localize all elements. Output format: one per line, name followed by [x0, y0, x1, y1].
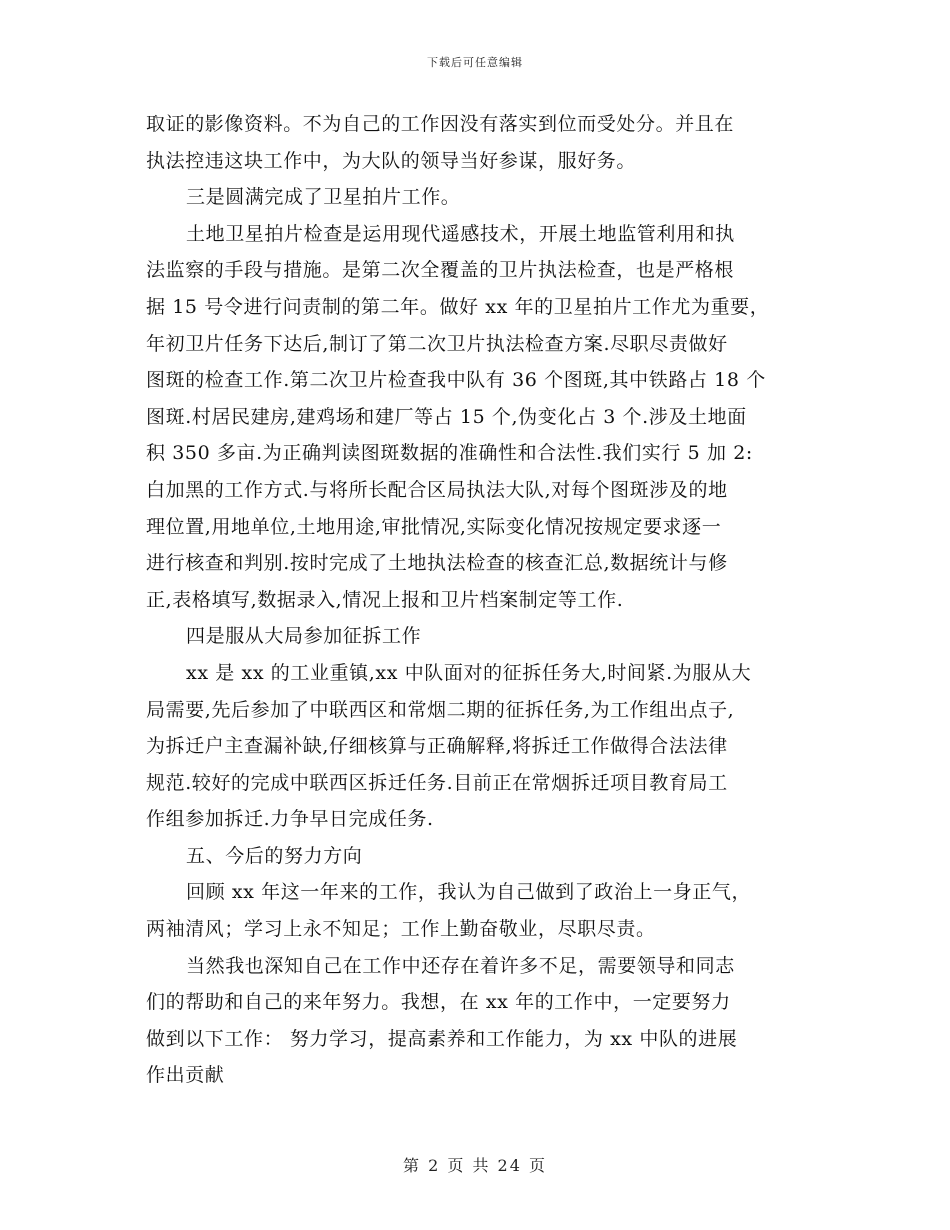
text-line: 积 350 多亩.为正确判读图斑数据的准确性和合法性.我们实行 5 加 2:: [146, 442, 753, 465]
text-line: 做到以下工作： 努力学习，提高素养和工作能力，为 xx 中队的进展: [146, 1027, 738, 1050]
text-line: 图斑.村居民建房,建鸡场和建厂等占 15 个,伪变化占 3 个.涉及土地面: [146, 405, 747, 428]
text-line: 执法控违这块工作中，为大队的领导当好参谋，服好务。: [146, 149, 637, 172]
text-line: 法监察的手段与措施。是第二次全覆盖的卫片执法检查，也是严格根: [146, 259, 735, 282]
text-line: xx 是 xx 的工业重镇,xx 中队面对的征拆任务大,时间紧.为服从大: [186, 661, 752, 684]
text-line: 正,表格填写,数据录入,情况上报和卫片档案制定等工作.: [146, 588, 624, 611]
text-line: 们的帮助和自己的来年努力。我想，在 xx 年的工作中，一定要努力: [146, 991, 731, 1014]
text-line: 取证的影像资料。不为自己的工作因没有落实到位而受处分。并且在: [146, 113, 735, 135]
text-line: 据 15 号令进行问责制的第二年。做好 xx 年的卫星拍片工作尤为重要，: [146, 295, 770, 318]
text-line: 三是圆满完成了卫星拍片工作。: [186, 186, 461, 209]
text-line: 土地卫星拍片检查是运用现代遥感技术，开展土地监管利用和执: [186, 222, 735, 245]
text-line: 进行核查和判别.按时完成了土地执法检查的核查汇总,数据统计与修: [146, 552, 728, 575]
text-line: 图斑的检查工作.第二次卫片检查我中队有 36 个图斑,其中铁路占 18 个: [146, 369, 766, 392]
text-line: 为拆迁户主查漏补缺,仔细核算与正确解释,将拆迁工作做得合法法律: [146, 735, 728, 758]
text-line: 作组参加拆迁.力争早日完成任务.: [146, 808, 434, 831]
text-line: 回顾 xx 年这一年来的工作，我认为自己做到了政治上一身正气，: [186, 881, 752, 904]
document-body: [146, 106, 808, 1094]
page-number-footer: 第 2 页 共 24 页: [403, 1156, 547, 1175]
text-line: 规范.较好的完成中联西区拆迁任务.目前正在常烟拆迁项目教育局工: [146, 771, 728, 794]
text-line: 理位置,用地单位,土地用途,审批情况,实际变化情况按规定要求逐一: [146, 515, 722, 538]
page-header-note: 下载后可任意编辑: [427, 56, 523, 69]
text-line: 作出贡献: [146, 1064, 225, 1087]
text-line: 五、今后的努力方向: [186, 844, 363, 867]
text-line: 局需要,先后参加了中联西区和常烟二期的征拆任务,为工作组出点子,: [146, 698, 735, 721]
text-line: 白加黑的工作方式.与将所长配合区局执法大队,对每个图斑涉及的地: [146, 478, 728, 501]
text-line: 年初卫片任务下达后,制订了第二次卫片执法检查方案.尽职尽责做好: [146, 332, 728, 355]
text-line: 当然我也深知自己在工作中还存在着许多不足，需要领导和同志: [186, 954, 735, 977]
text-line: 四是服从大局参加征拆工作: [186, 625, 422, 648]
text-line: 两袖清风；学习上永不知足；工作上勤奋敬业，尽职尽责。: [146, 918, 656, 941]
